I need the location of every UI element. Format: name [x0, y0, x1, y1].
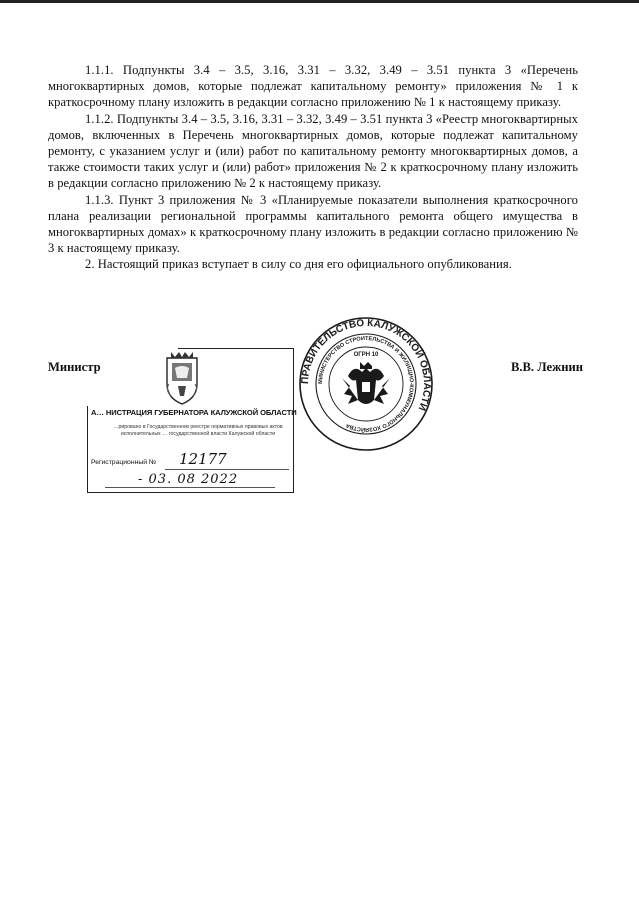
registration-stamp [83, 348, 299, 496]
stamp-frame-top [178, 348, 294, 349]
date-underline [105, 487, 275, 488]
registration-number: 12177 [179, 450, 227, 468]
seal-ring-text: МИНИСТЕРСТВО СТРОИТЕЛЬСТВА И ЖИЛИЩНО-КОММУНАЛЬНОГО ХОЗЯЙСТВА [317, 335, 415, 433]
stamp-frame-left [87, 406, 88, 492]
registration-date: - 03. 08 2022 [138, 472, 239, 487]
stamp-subtitle: …рировано в Государственном реестре нормативных правовых актов исполнительных … государственной власти Калужской области [113, 424, 283, 437]
top-border-line [0, 0, 639, 3]
paragraph-2: 2. Настоящий приказ вступает в силу со дня его официального опубликования. [85, 257, 512, 272]
stamp-frame-bottom [87, 492, 294, 493]
seal-outer-text: ПРАВИТЕЛЬСТВО КАЛУЖСКОЙ ОБЛАСТИ [299, 317, 433, 412]
coat-of-arms-icon [157, 350, 207, 406]
paragraph-1-1-3: 1.1.3. Пункт 3 приложения № 3 «Планируемые показатели выполнения краткосрочного плана реализации региональной программы капитального ремонта общего имущества в многоквартирных домах» к краткосрочному плану изложить в редакции согласно приложению № 3 к настоящему приказу. [48, 192, 578, 256]
registration-number-label: Регистрационный № [91, 459, 157, 466]
seal-center-text: ОГРН 10 [353, 352, 379, 358]
paragraph-1-1-2: 1.1.2. Подпункты 3.4 – 3.5, 3.16, 3.31 – 3.32, 3.49 – 3.51 пункта 3 «Реестр многоквартирных домов, включенных в Перечень многоквартирных домов, которые подлежат капитальному ремонту, с указанием услуг и (или) работ по капитальному ремонту многоквартирных домов, а также стоимости таких услуг и (или) работ» приложения № 2 к краткосрочному плану изложить в редакции согласно приложению № 2 к настоящему приказу. [48, 111, 578, 191]
official-seal [298, 316, 434, 452]
double-headed-eagle-icon [342, 362, 390, 404]
stamp-title: А… НИСТРАЦИЯ ГУБЕРНАТОРА КАЛУЖСКОЙ ОБЛАСТИ [91, 408, 297, 417]
signer-name: В.В. Лежнин [510, 360, 583, 374]
document-body [48, 62, 578, 273]
signer-position: Министр [48, 360, 101, 374]
seal-graphic [298, 316, 434, 452]
number-underline [165, 469, 289, 470]
paragraph-1-1-1: 1.1.1. Подпункты 3.4 – 3.5, 3.16, 3.31 – 3.32, 3.49 – 3.51 пункта 3 «Перечень многоквартирных домов, которые подлежат капитальному ремонту» приложения № 1 к краткосрочному плану изложить в редакции согласно приложению № 1 к настоящему приказу. [48, 63, 578, 110]
stamp-frame-right [293, 348, 294, 492]
